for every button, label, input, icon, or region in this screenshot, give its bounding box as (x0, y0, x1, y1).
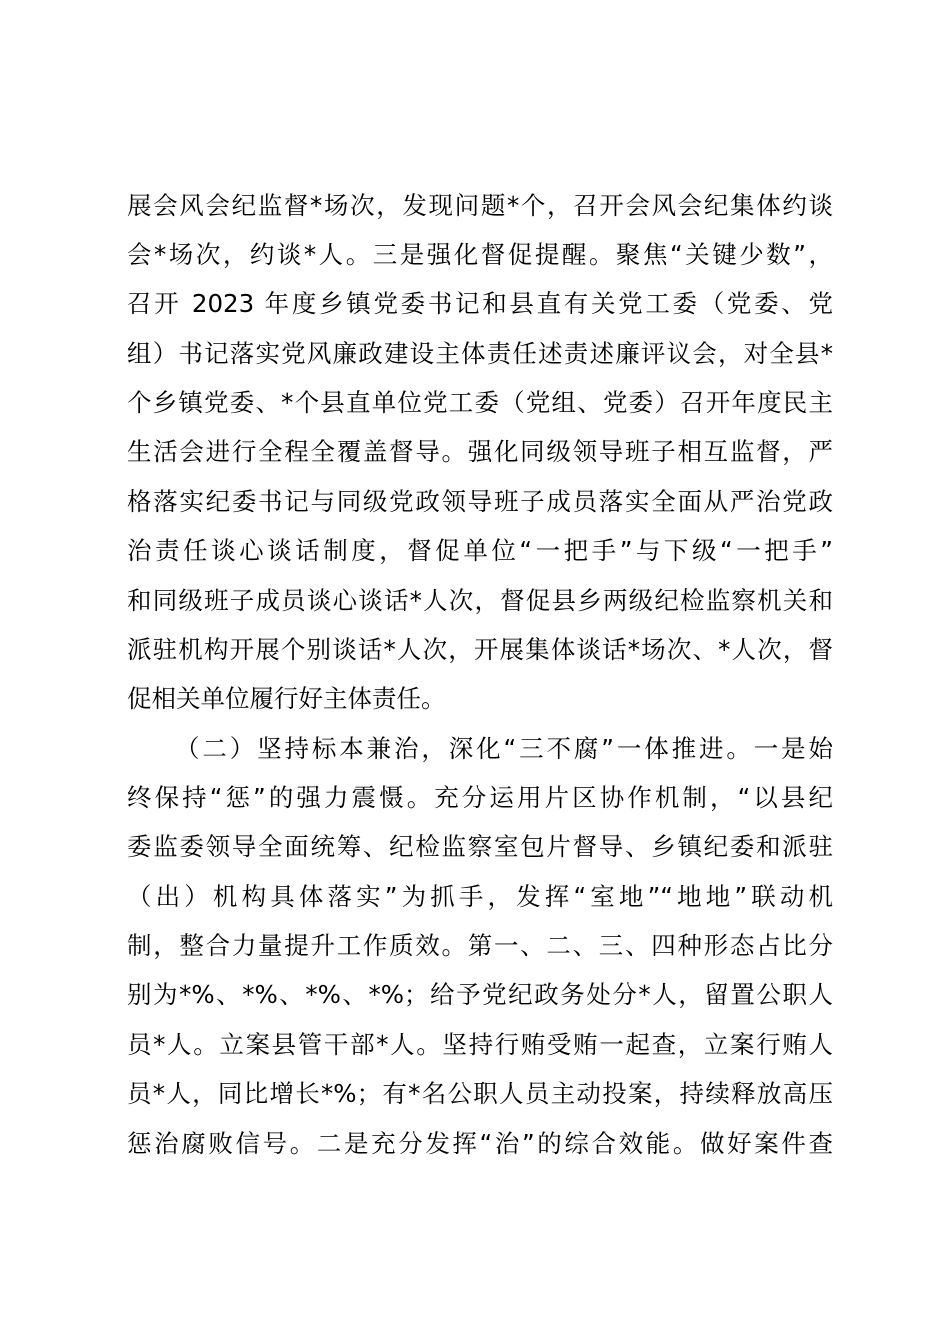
body-text-line: 个乡镇党委、*个县直单位党工委（党组、党委）召开年度民主 (127, 388, 833, 417)
body-text-line: 终保持“惩”的强力震慑。充分运用片区协作机制，“以县纪 (127, 783, 833, 812)
body-text-line: 员*人，同比增长*%；有*名公职人员主动投案，持续释放高压 (127, 1079, 833, 1108)
body-text-line: 别为*%、*%、*%、*%；给予党纪政务处分*人，留置公职人 (127, 980, 833, 1009)
body-text-line: 召开 2023 年度乡镇党委书记和县直有关党工委（党委、党 (127, 289, 833, 318)
body-text-line: 生活会进行全程全覆盖督导。强化同级领导班子相互监督，严 (127, 437, 833, 466)
body-text-line: 治责任谈心谈话制度，督促单位“一把手”与下级“一把手” (127, 536, 833, 565)
body-text-line: 促相关单位履行好主体责任。 (127, 684, 446, 713)
body-text-line: （出）机构具体落实”为抓手，发挥“室地”“地地”联动机 (127, 882, 833, 911)
body-text-line: 委监委领导全面统筹、纪检监察室包片督导、乡镇纪委和派驻 (127, 832, 833, 861)
body-text-line: 制，整合力量提升工作质效。第一、二、三、四种形态占比分 (127, 931, 833, 960)
section-heading-line: （二）坚持标本兼治，深化“三不腐”一体推进。一是始 (175, 734, 833, 763)
body-text-line: 和同级班子成员谈心谈话*人次，督促县乡两级纪检监察机关和 (127, 586, 833, 615)
body-text-line: 派驻机构开展个别谈话*人次，开展集体谈话*场次、*人次，督 (127, 635, 833, 664)
body-text-line: 会*场次，约谈*人。三是强化督促提醒。聚焦“关键少数”， (127, 240, 833, 269)
body-text-line: 格落实纪委书记与同级党政领导班子成员落实全面从严治党政 (127, 487, 833, 516)
body-text-line: 展会风会纪监督*场次，发现问题*个，召开会风会纪集体约谈 (127, 191, 833, 220)
body-text-line: 组）书记落实党风廉政建设主体责任述责述廉评议会，对全县* (127, 339, 833, 368)
body-text-line: 员*人。立案县管干部*人。坚持行贿受贿一起查，立案行贿人 (127, 1030, 833, 1059)
body-text-line: 惩治腐败信号。二是充分发挥“治”的综合效能。做好案件查 (127, 1129, 833, 1158)
